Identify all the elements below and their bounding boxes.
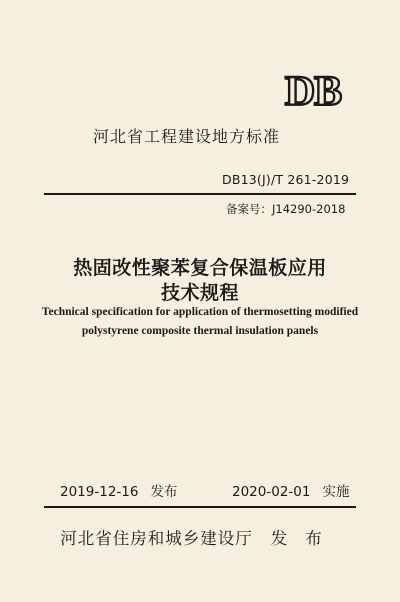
bottom-divider: [44, 506, 356, 508]
implementation-date: 2020-02-01: [232, 484, 311, 500]
release-date: 2019-12-16: [60, 484, 139, 500]
issuing-authority-header: 河北省工程建设地方标准: [93, 127, 281, 146]
issuing-department-label: 发布: [270, 529, 340, 548]
db-logo: [268, 66, 358, 114]
title-cn-line-2: 技术规程: [160, 282, 239, 304]
svg-text:DB: DB: [284, 69, 342, 114]
release-info: [60, 480, 177, 500]
implementation-info: [232, 480, 349, 500]
record-number: 备案号：J14290-2018: [226, 202, 346, 216]
standard-number: DB13(J)/T 261-2019: [222, 172, 350, 187]
title-cn-line-1: 热固改性聚苯复合保温板应用: [73, 257, 327, 279]
issuing-department-footer: [0, 525, 400, 549]
title-en-line-1: Technical specification for application of thermosetting modified: [41, 306, 359, 318]
issuing-department-name: 河北省住房和城乡建设厅: [60, 529, 253, 548]
title-en-line-2: polystyrene composite thermal insulation panels: [81, 325, 319, 337]
top-divider: [44, 193, 356, 195]
release-label: 发布: [150, 484, 178, 500]
implementation-label: 实施: [322, 484, 350, 500]
